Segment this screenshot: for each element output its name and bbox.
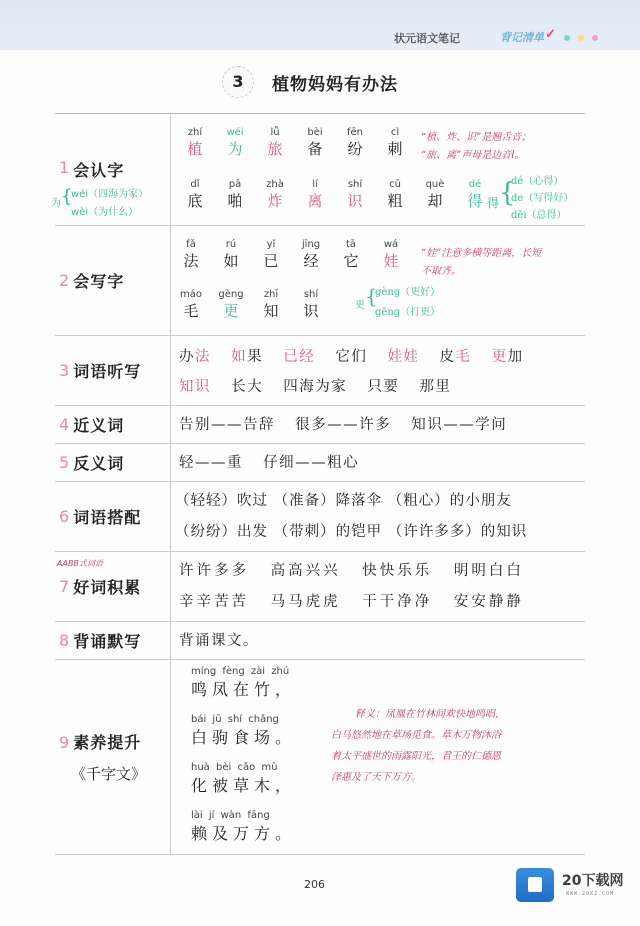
char-cell: rú 如: [223, 239, 239, 270]
section-label: [55, 622, 171, 659]
brand-label: 状元语文笔记: [394, 32, 460, 45]
writing-note: “娃”注意多横等距离，长短: [421, 248, 542, 259]
page-number: 206: [304, 878, 325, 891]
word: 已经: [283, 349, 316, 365]
char-cell: bèi 备: [307, 127, 323, 158]
brace-icon: {: [499, 178, 516, 208]
section-recite: [55, 622, 585, 660]
explanation-line: 着太平盛世的雨露阳光，君王的仁德恩: [331, 751, 501, 762]
char-cell: jīng 经: [301, 239, 321, 270]
word: 明明白白: [453, 563, 524, 579]
antonym-pair: 轻——重: [179, 455, 243, 471]
char-cell: cì 刺: [387, 127, 403, 158]
aabb-annotation: AABB式词语: [57, 559, 103, 568]
section-label: [51, 114, 171, 225]
poem-line: [191, 714, 296, 748]
collocation: （许许多多）的知识: [387, 524, 528, 540]
word: 皮毛: [439, 349, 472, 365]
collocation: （纷纷）出发: [175, 524, 268, 540]
synonym-pair: 告别——告辞: [179, 417, 275, 433]
char-cell: lí 离: [307, 179, 323, 210]
section-write-chars: [55, 226, 585, 336]
word: 快快乐乐: [362, 563, 433, 579]
collocation: （准备）降落伞: [273, 493, 383, 509]
word-line: [179, 587, 585, 618]
section-label: [55, 444, 171, 481]
word: 马马虎虎: [270, 594, 341, 610]
section-synonyms: [55, 406, 585, 444]
pronunciation-note: “植、炸、识”是翘舌音；: [421, 132, 532, 143]
dot-icon-teal: [564, 35, 570, 41]
char-cell: fǎ 法: [183, 239, 199, 270]
word-line: [179, 372, 585, 402]
writing-note: 不取齐。: [421, 266, 461, 277]
section-title: 背诵默写: [73, 632, 142, 651]
watermark-name: 20下载网: [562, 873, 624, 889]
section-title: 词语搭配: [73, 508, 142, 527]
section-title: 素养提升: [73, 733, 142, 752]
section-number: 9: [59, 733, 70, 752]
word: 高高兴兴: [270, 563, 341, 579]
poem-pinyin: huà bèi cǎo mù: [191, 762, 278, 773]
poem-hanzi: 白驹食场。: [191, 728, 297, 747]
section-label: [55, 482, 171, 551]
char-cell: shí 识: [347, 179, 363, 210]
collocation: （带刺）的铠甲: [273, 524, 383, 540]
lesson-number-badge: 3: [222, 66, 254, 98]
recite-text: 背诵课文。: [179, 633, 259, 649]
collocation: （轻轻）吹过: [175, 493, 268, 509]
char-cell: dǐ 底: [187, 179, 203, 210]
polyphone-char: 更: [355, 300, 365, 311]
section-number: 8: [59, 631, 70, 650]
word: 知识: [179, 379, 211, 395]
collocation: （粗心）的小朋友: [387, 493, 512, 509]
char-cell: yǐ 已: [263, 239, 279, 270]
dot-icon-yellow: [578, 35, 584, 41]
site-watermark: [514, 866, 634, 906]
word: 只要: [367, 379, 400, 395]
section-label: [55, 226, 171, 335]
lesson-header: [0, 64, 640, 104]
poem-hanzi: 化被草木，: [191, 776, 297, 795]
word-line: [175, 486, 585, 517]
char-cell: tā 它: [343, 239, 359, 270]
word: 如果: [231, 349, 264, 365]
section-label: [55, 660, 171, 854]
section-content: [171, 114, 585, 225]
char-cell: zhí 植: [187, 127, 203, 158]
section-number: 5: [59, 453, 70, 472]
char-row: [171, 288, 331, 321]
polyphone-reading: de（写得好）: [511, 193, 574, 204]
word: 办法: [179, 349, 211, 365]
polyphone-reading: dé（心得）: [511, 176, 564, 187]
section-number: 2: [59, 271, 70, 290]
explanation-line: 泽惠及了天下万方。: [331, 772, 421, 783]
char-row: [171, 238, 411, 271]
word-line: [179, 444, 585, 482]
antonym-pair: 仔细——粗心: [263, 455, 360, 471]
word: 娃娃: [387, 349, 420, 365]
char-cell: cū 粗: [387, 179, 403, 210]
section-number: 6: [59, 507, 70, 526]
section-content: [171, 622, 585, 659]
section-content: [171, 482, 585, 551]
char-cell: què 却: [425, 179, 445, 210]
section-content: [171, 226, 585, 335]
watermark-url: WWW.20XZ.COM: [566, 891, 615, 897]
char-cell: fēn 纷: [346, 127, 363, 158]
section-content: [171, 336, 585, 405]
word: 四海为家: [283, 379, 348, 395]
section-recognize-chars: [51, 114, 585, 226]
pronunciation-note: “旅、离”声母是边音l。: [421, 150, 525, 161]
section-title: 反义词: [73, 454, 125, 473]
word-line: [179, 406, 585, 444]
top-header-band: [0, 0, 640, 50]
polyphone-char: 为: [51, 198, 61, 209]
word: 辛辛苦苦: [179, 594, 249, 610]
word-line: [175, 517, 585, 548]
section-title: 会写字: [73, 272, 125, 291]
poem-pinyin: bái jū shí chǎng: [191, 714, 279, 725]
word: 许许多多: [179, 563, 249, 579]
section-title: 好词积累: [73, 578, 142, 597]
section-antonyms: [55, 444, 585, 482]
char-cell: pā 啪: [227, 179, 243, 210]
section-literacy: [55, 660, 585, 855]
section-content: [171, 552, 585, 621]
section-title: 会认字: [73, 161, 125, 180]
explanation-line: 白马悠然地在草场觅食。草木万物沐浴: [331, 730, 501, 741]
dot-icon-pink: [592, 35, 598, 41]
explanation-line: 释义：凤凰在竹林间欢快地鸣唱，: [355, 709, 505, 720]
synonym-pair: 知识——学问: [411, 417, 508, 433]
polyphone-char: 得: [487, 196, 500, 210]
poem-hanzi: 赖及万方。: [191, 824, 297, 843]
poem-line: [191, 762, 296, 796]
poem-pinyin: míng fèng zài zhú: [191, 666, 290, 677]
section-title: 近义词: [73, 416, 125, 435]
brace-icon: {: [61, 186, 73, 207]
word-line: [179, 556, 585, 587]
brace-icon: {: [365, 284, 378, 308]
poem-line: [191, 666, 296, 700]
poem-hanzi: 鸣凤在竹，: [191, 680, 297, 699]
polyphone-reading: wéi（四海为家）: [71, 189, 149, 200]
word: 安安静静: [453, 594, 524, 610]
section-label: [55, 552, 171, 621]
section-dictation: [55, 336, 585, 406]
explanation-note: [331, 704, 581, 788]
polyphone-reading: děi（总得）: [511, 210, 567, 221]
section-label: [55, 336, 171, 405]
polyphone-reading: gēng（打更）: [375, 307, 441, 318]
char-cell: zhī 知: [263, 289, 279, 320]
box-logo-icon: [516, 868, 554, 902]
char-cell: shí 识: [303, 289, 319, 320]
word: 更加: [491, 349, 524, 365]
section-content: [171, 660, 585, 854]
lesson-title: 植物妈妈有办法: [272, 75, 398, 95]
section-number: 1: [59, 158, 70, 177]
check-icon: ✓: [545, 27, 556, 42]
char-row: [175, 126, 415, 159]
word: 干干净净: [362, 594, 433, 610]
study-table: [51, 113, 585, 855]
char-cell: dé 得: [467, 179, 483, 210]
char-cell: wá 娃: [383, 239, 399, 270]
section-number: 7: [59, 577, 70, 596]
section-good-words: [55, 552, 585, 622]
char-cell: lǚ 旅: [267, 127, 283, 158]
char-row: [175, 178, 495, 211]
char-cell: zhà 炸: [266, 179, 284, 210]
checklist-tag: 背记清单: [500, 31, 544, 44]
word: 那里: [419, 379, 452, 395]
char-cell: máo 毛: [180, 289, 202, 320]
word-line: [179, 342, 585, 372]
section-number: 4: [59, 415, 70, 434]
word: 长大: [231, 379, 264, 395]
char-cell: wéi 为: [226, 127, 244, 158]
polyphone-reading: gèng（更好）: [375, 287, 441, 298]
source-title: 《千字文》: [71, 765, 147, 783]
section-word-matching: [55, 482, 585, 552]
char-cell: gèng 更: [218, 289, 244, 320]
section-content: [171, 444, 585, 481]
section-label: [55, 406, 171, 443]
section-title: 词语听写: [73, 362, 142, 381]
section-content: [171, 406, 585, 443]
polyphone-reading: wèi（为什么）: [71, 207, 139, 218]
word: 它们: [335, 349, 368, 365]
poem-line: [191, 810, 296, 844]
section-number: 3: [59, 361, 70, 380]
poem-pinyin: lài jí wàn fāng: [191, 810, 270, 821]
synonym-pair: 很多——许多: [295, 417, 392, 433]
